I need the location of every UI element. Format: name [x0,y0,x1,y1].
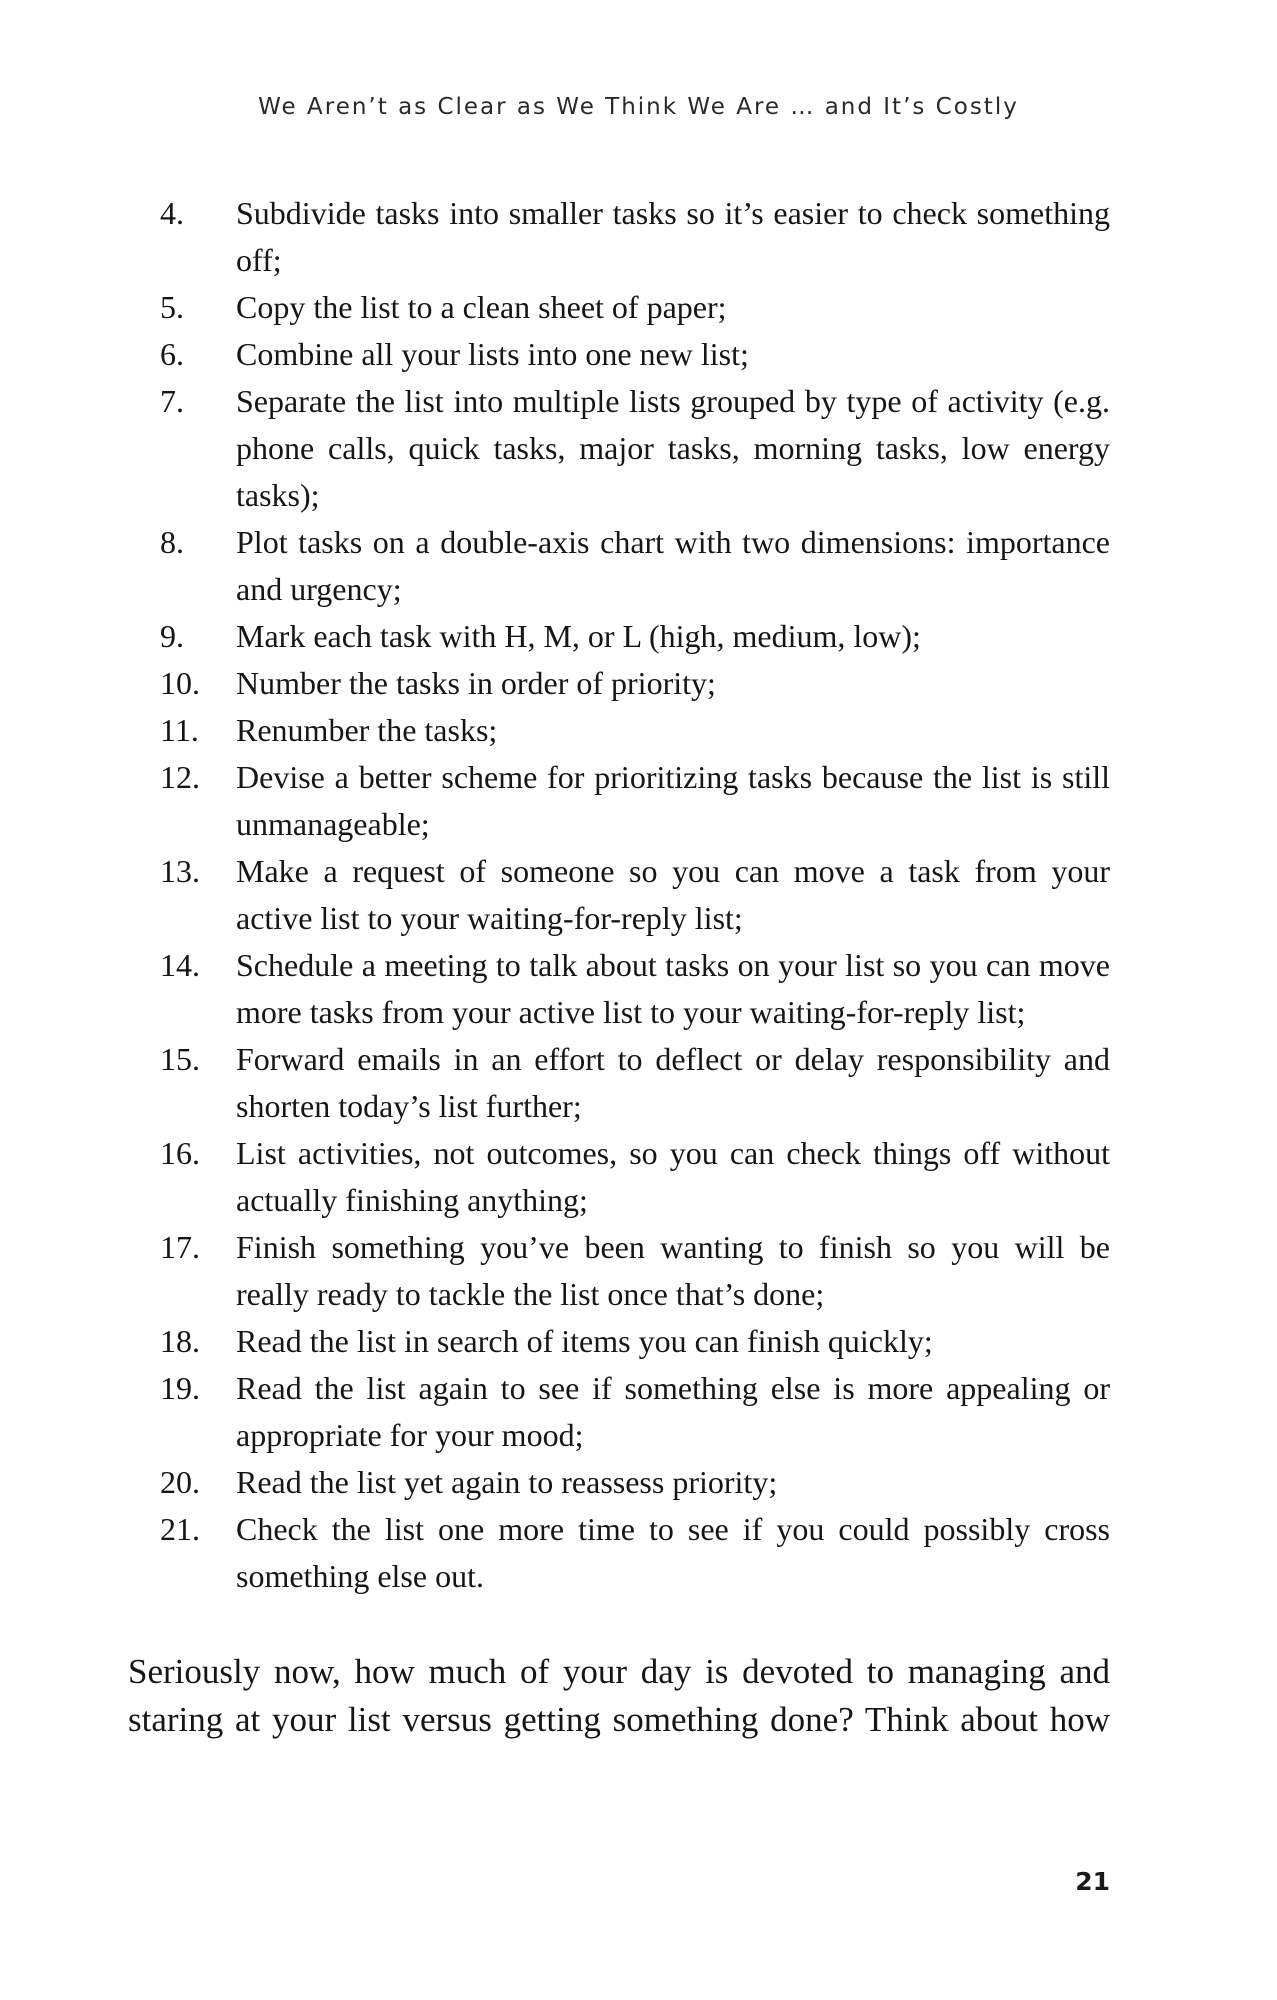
list-item [160,1036,1110,1130]
list-item-text: Combine all your lists into one new list; [236,336,749,372]
list-item [160,1130,1110,1224]
list-item-text: Check the list one more time to see if you could possibly cross something else out. [236,1511,1110,1594]
list-item-number: 5. [160,289,184,325]
list-item-number: 19. [160,1370,200,1406]
list-item [160,942,1110,1036]
list-item-text: Renumber the tasks; [236,712,498,748]
list-item-text: Subdivide tasks into smaller tasks so it’s easier to check something off; [236,195,1110,278]
list-item [160,190,1110,284]
list-item-text: Make a request of someone so you can move a task from your active list to your waiting-for-reply list; [236,853,1110,936]
list-item-text: Number the tasks in order of priority; [236,665,716,701]
list-item [160,284,1110,331]
list-item-number: 6. [160,336,184,372]
list-item-number: 8. [160,524,184,560]
list-item [160,1506,1110,1600]
list-item-number: 16. [160,1135,200,1171]
list-item [160,848,1110,942]
list-item [160,1318,1110,1365]
list-item [160,331,1110,378]
list-item-number: 20. [160,1464,200,1500]
list-item-text: Devise a better scheme for prioritizing tasks because the list is still unmanageable; [236,759,1110,842]
list-item-text: Schedule a meeting to talk about tasks on your list so you can move more tasks from your active list to your waiting-for-reply list; [236,947,1110,1030]
list-item-number: 9. [160,618,184,654]
list-item-number: 18. [160,1323,200,1359]
list-item-number: 14. [160,947,200,983]
list-item [160,1224,1110,1318]
list-item-text: List activities, not outcomes, so you can check things off without actually finishing anything; [236,1135,1110,1218]
page-number: 21 [1075,1867,1110,1896]
list-item-number: 7. [160,383,184,419]
list-item [160,754,1110,848]
list-item-number: 21. [160,1511,200,1547]
list-item [160,1365,1110,1459]
list-item [160,378,1110,519]
list-item-text: Finish something you’ve been wanting to finish so you will be really ready to tackle the list once that’s done; [236,1229,1110,1312]
list-item [160,1459,1110,1506]
list-item [160,519,1110,613]
list-item-number: 12. [160,759,200,795]
list-item-number: 13. [160,853,200,889]
body-paragraph: Seriously now, how much of your day is devoted to managing and staring at your list versus getting something done? Think about how [128,1652,1110,1739]
running-header: We Aren’t as Clear as We Think We Are … and It’s Costly [258,94,1019,120]
list-item-text: Separate the list into multiple lists grouped by type of activity (e.g. phone calls, quick tasks, major tasks, morning tasks, low energy tasks); [236,383,1110,513]
list-item [160,707,1110,754]
list-item-number: 17. [160,1229,200,1265]
list-item-text: Forward emails in an effort to deflect or delay responsibility and shorten today’s list further; [236,1041,1110,1124]
list-item [160,660,1110,707]
list-item-text: Copy the list to a clean sheet of paper; [236,289,727,325]
list-item-text: Read the list yet again to reassess priority; [236,1464,778,1500]
task-list [160,190,1110,1600]
list-item-text: Read the list in search of items you can finish quickly; [236,1323,933,1359]
list-item-number: 10. [160,665,200,701]
list-item-text: Mark each task with H, M, or L (high, medium, low); [236,618,921,654]
list-item-number: 15. [160,1041,200,1077]
list-item-text: Plot tasks on a double-axis chart with two dimensions: importance and urgency; [236,524,1110,607]
list-item-text: Read the list again to see if something else is more appealing or appropriate for your mood; [236,1370,1110,1453]
list-item-number: 11. [160,712,199,748]
list-item [160,613,1110,660]
list-item-number: 4. [160,195,184,231]
